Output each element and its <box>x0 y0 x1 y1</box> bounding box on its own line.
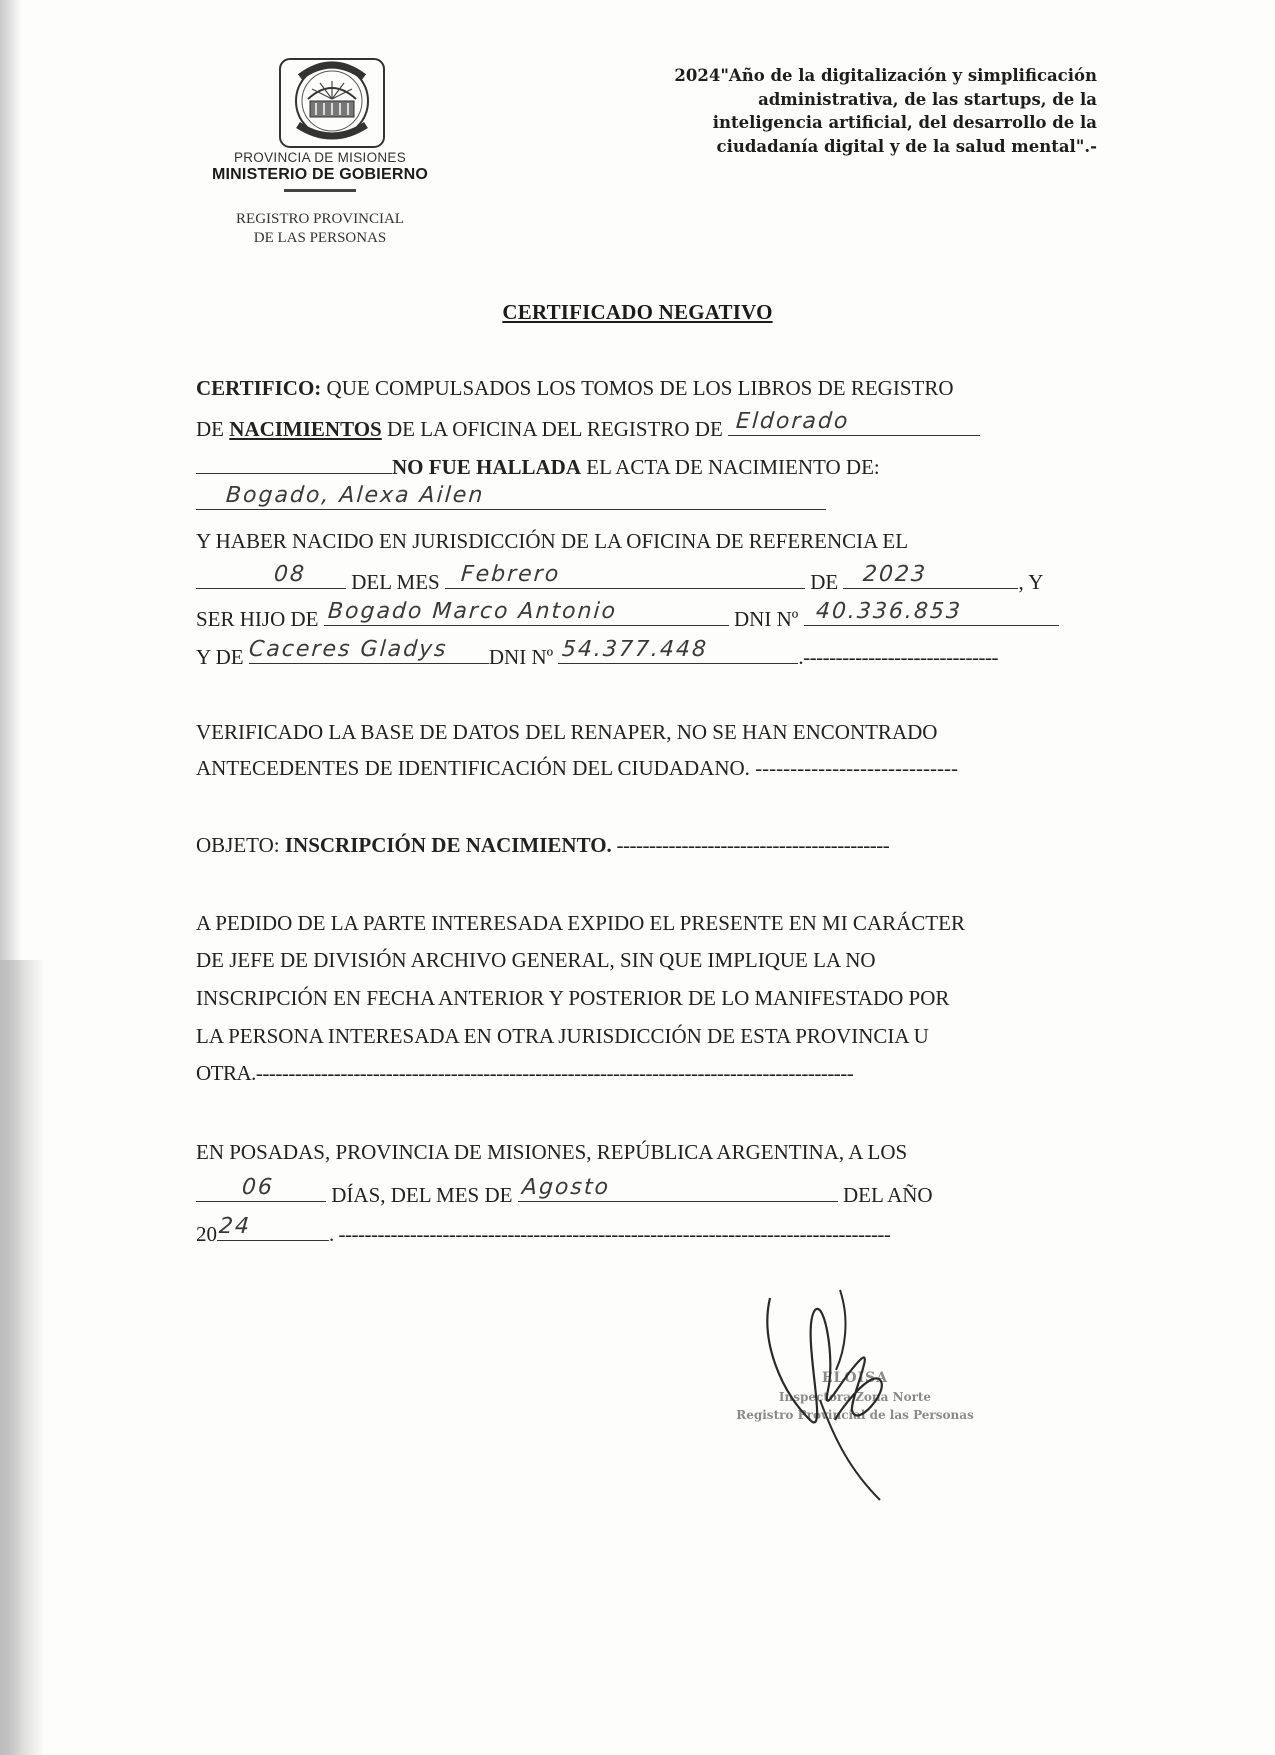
ministry-header <box>190 150 450 192</box>
mother-line <box>196 637 998 670</box>
line3-text: EL ACTA DE NACIMIENTO DE: <box>581 455 880 479</box>
document-title: CERTIFICADO NEGATIVO <box>502 300 773 324</box>
certifico-label: CERTIFICO: <box>196 376 322 400</box>
registry-header <box>200 210 440 248</box>
registry-line-1: REGISTRO PROVINCIAL <box>236 211 404 227</box>
no-fue-hallada-label: NO FUE HALLADA <box>392 455 582 479</box>
stamp-line-2: Inspectora Zona Norte <box>778 1390 932 1404</box>
birth-month-field[interactable] <box>445 562 805 589</box>
birth-month-value: Febrero <box>460 562 562 587</box>
issue-month-value: Agosto <box>520 1175 611 1200</box>
certifico-line-2 <box>196 409 980 442</box>
line2-text: DE LA OFICINA DEL REGISTRO DE <box>381 417 729 441</box>
objeto-line <box>196 833 889 858</box>
birth-year-value: 2023 <box>862 562 929 587</box>
posadas-line-1: EN POSADAS, PROVINCIA DE MISIONES, REPÚBLICA ARGENTINA, A LOS <box>196 1140 908 1164</box>
person-name-line <box>196 483 826 516</box>
header-divider <box>284 189 356 192</box>
renaper-line-1: VERIFICADO LA BASE DE DATOS DEL RENAPER, NO SE HAN ENCONTRADO <box>196 720 938 744</box>
line2-prefix: DE <box>196 417 230 441</box>
birth-line-1: Y HABER NACIDO EN JURISDICCIÓN DE LA OFICINA DE REFERENCIA EL <box>196 529 909 553</box>
nacimientos-label: NACIMIENTOS <box>229 417 382 441</box>
year-motto <box>560 64 1097 158</box>
mother-dni-field[interactable] <box>558 637 798 664</box>
objeto-value: INSCRIPCIÓN DE NACIMIENTO. <box>284 833 612 857</box>
father-dni-label: DNI Nº <box>728 607 804 631</box>
year-label-issue: DEL AÑO <box>837 1183 933 1207</box>
mother-dni-label: DNI Nº <box>488 645 559 669</box>
mother-name-field[interactable] <box>248 637 489 664</box>
province-line: PROVINCIA DE MISIONES <box>233 150 407 165</box>
issue-year-field[interactable] <box>217 1214 329 1241</box>
mother-line-end: .------------------------------ <box>798 645 998 669</box>
pedido-line-2: DE JEFE DE DIVISIÓN ARCHIVO GENERAL, SIN QUE IMPLIQUE LA NO <box>196 948 876 972</box>
registry-line-2: DE LAS PERSONAS <box>253 230 387 246</box>
objeto-label: OBJETO: <box>196 833 285 857</box>
posadas-line-2 <box>196 1175 933 1208</box>
year-label: DE <box>804 570 844 594</box>
pedido-line-1: A PEDIDO DE LA PARTE INTERESADA EXPIDO EL PRESENTE EN MI CARÁCTER <box>196 911 965 935</box>
father-name-value: Bogado Marco Antonio <box>326 599 618 624</box>
pedido-line-3: INSCRIPCIÓN EN FECHA ANTERIOR Y POSTERIOR DE LO MANIFESTADO POR <box>196 986 950 1010</box>
father-dni-field[interactable] <box>804 599 1059 626</box>
motto-line-2: administrativa, de las startups, de la <box>758 89 1097 109</box>
days-label: DÍAS, DEL MES DE <box>326 1183 518 1207</box>
certifico-line-3 <box>196 451 880 480</box>
birth-day-value: 08 <box>273 562 307 587</box>
father-label: SER HIJO DE <box>196 607 324 631</box>
office-field[interactable] <box>728 409 980 436</box>
birth-year-field[interactable] <box>843 562 1018 589</box>
father-name-field[interactable] <box>324 599 729 626</box>
person-name-value: Bogado, Alexa Ailen <box>225 483 486 508</box>
line6-end: , Y <box>1018 570 1044 594</box>
office-field-continued[interactable] <box>196 451 392 474</box>
birth-line-2 <box>196 562 1044 595</box>
father-dni-value: 40.336.853 <box>814 599 963 624</box>
scan-edge-shadow-lower <box>0 960 45 1755</box>
motto-line-4: ciudadanía digital y de la salud mental".- <box>716 136 1097 156</box>
certifico-text: QUE COMPULSADOS LOS TOMOS DE LOS LIBROS DE REGISTRO <box>321 376 954 400</box>
father-line <box>196 599 1059 632</box>
person-name-field[interactable] <box>196 483 826 510</box>
objeto-end: ------------------------------------------ <box>611 833 890 857</box>
issue-day-value: 06 <box>241 1175 275 1200</box>
pedido-line-5: OTRA.-------------------------------------------------------------------------------------------- <box>196 1061 854 1085</box>
pedido-line-4: LA PERSONA INTERESADA EN OTRA JURISDICCIÓN DE ESTA PROVINCIA U <box>196 1024 929 1048</box>
issue-day-field[interactable] <box>196 1175 326 1202</box>
motto-line-3: inteligencia artificial, del desarrollo de la <box>712 113 1097 132</box>
mother-dni-value: 54.377.448 <box>561 637 710 662</box>
posadas-line-3 <box>196 1214 891 1247</box>
year-prefix: 20 <box>196 1222 217 1246</box>
stamp-line-1: ELOISA <box>821 1370 889 1386</box>
month-label: DEL MES <box>346 570 445 594</box>
mother-name-value: Caceres Gladys <box>248 637 449 662</box>
posadas-end: . ------------------------------------------------------------------------------------- <box>329 1222 891 1246</box>
motto-line-1: 2024"Año de la digitalización y simplificación <box>674 66 1097 85</box>
certifico-line-1 <box>196 376 954 401</box>
birth-day-field[interactable] <box>196 562 346 589</box>
renaper-line-2: ANTECEDENTES DE IDENTIFICACIÓN DEL CIUDADANO. ----------------------------- <box>196 756 958 780</box>
stamp-line-3: Registro Provincial de las Personas <box>736 1408 974 1422</box>
office-value: Eldorado <box>735 409 851 434</box>
issue-month-field[interactable] <box>518 1175 838 1202</box>
signature-icon <box>740 1270 960 1510</box>
mother-label: Y DE <box>196 645 249 669</box>
issue-year-value: 24 <box>218 1214 252 1239</box>
ministry-line: MINISTERIO DE GOBIERNO <box>212 166 428 183</box>
province-crest-icon <box>272 55 392 151</box>
